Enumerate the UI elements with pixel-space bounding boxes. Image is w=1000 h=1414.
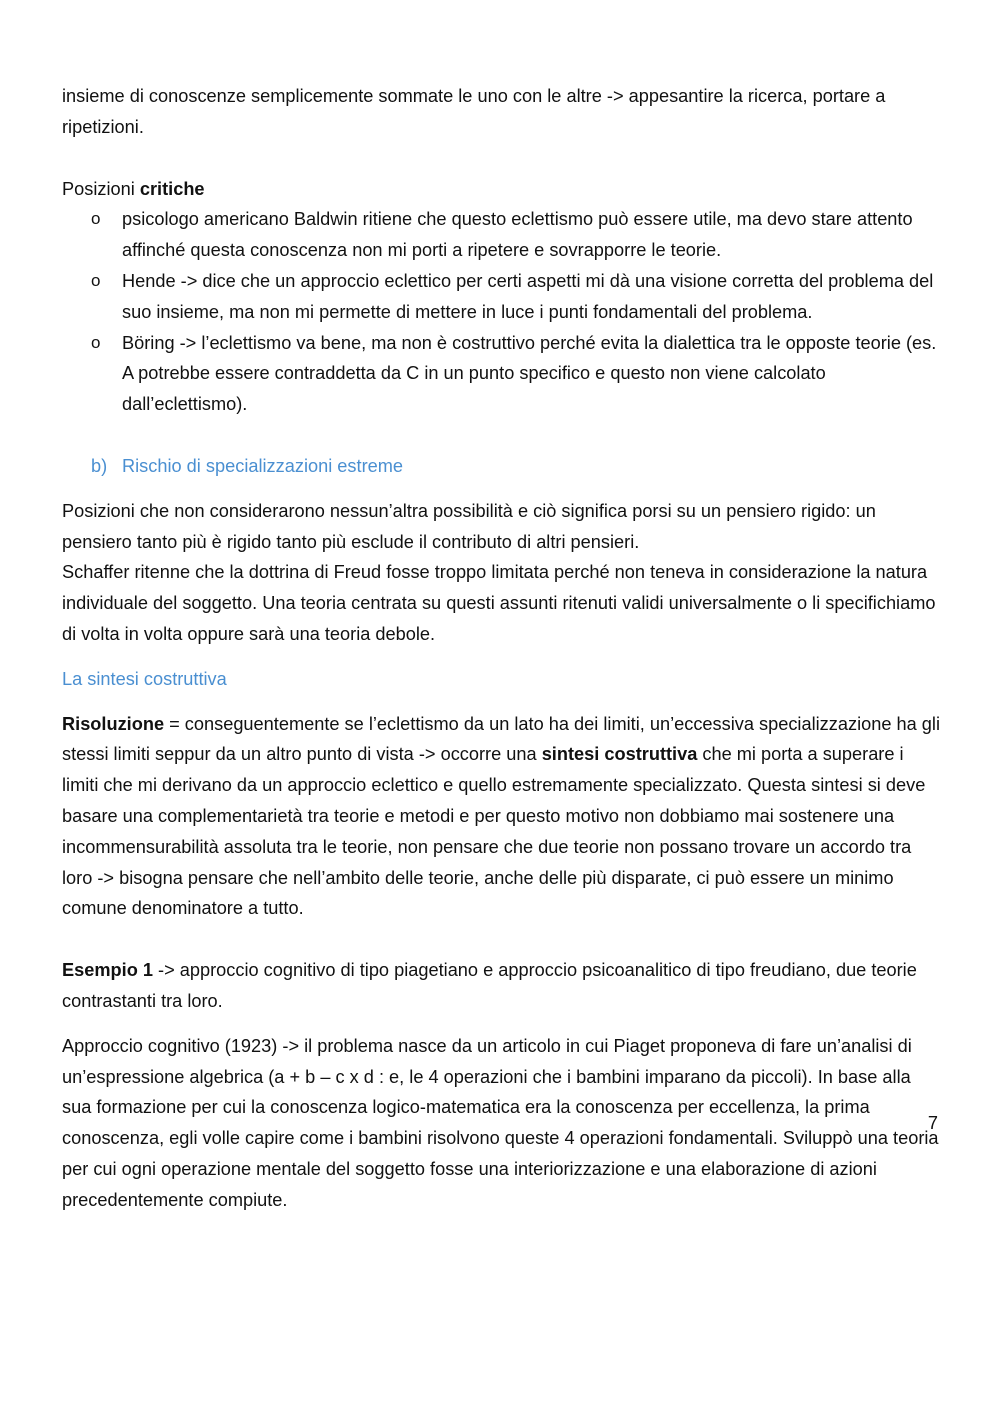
- list-item: [62, 328, 942, 420]
- bullet-icon: o: [91, 209, 101, 229]
- critiche-heading: [62, 174, 942, 205]
- sintesi-heading: La sintesi costruttiva: [62, 668, 227, 689]
- page-number: 7: [927, 1113, 938, 1133]
- list-item: [62, 266, 942, 328]
- risoluzione-term: Risoluzione: [62, 713, 165, 734]
- list-item-text: psicologo americano Baldwin ritiene che questo eclettismo può essere utile, ma devo stare attento affinché questa conoscenza non mi porti a ripetere e sovrapporre le teorie.: [122, 209, 913, 261]
- list-item: [62, 204, 942, 266]
- risoluzione-text-2: che mi porta a superare i limiti che mi derivano da un approccio eclettico e quello estremamente specializzato. Questa sintesi si deve basare una complementarietà tra teorie e metodi e per questo motivo non dobbiamo mai sostenere una incommensurabilità assoluta tra le teorie, non pensare che due teorie non possano trovare un accordo tra loro -> bisogna pensare che nell’ambito delle teorie, anche delle più disparate, ci può essere un minimo comune denominatore a tutto.: [62, 744, 926, 919]
- esempio-term: Esempio 1: [62, 960, 153, 981]
- document-page: [62, 81, 942, 1216]
- sintesi-term: sintesi costruttiva: [541, 744, 698, 765]
- intro-paragraph: insieme di conoscenze semplicemente sommate le uno con le altre -> appesantire la ricerca, portare a ripetizioni.: [62, 86, 886, 137]
- critiche-bold: critiche: [139, 178, 205, 199]
- list-item-text: Hende -> dice che un approccio eclettico per certi aspetti mi dà una visione corretta del problema del suo insieme, ma non mi permette di mettere in luce i punti fondamentali del problema.: [122, 270, 934, 322]
- esempio-paragraph: [62, 955, 942, 1017]
- bullet-icon: o: [91, 332, 101, 352]
- critiche-list: [62, 204, 942, 420]
- section-b-title: Rischio di specializzazioni estreme: [122, 455, 404, 476]
- posizioni-paragraph: Posizioni che non considerarono nessun’altra possibilità e ciò significa porsi su un pensiero rigido: un pensiero tanto più è rigido tanto più esclude il contributo di altri pensieri.: [62, 500, 876, 552]
- approccio-paragraph: Approccio cognitivo (1923) -> il problema nasce da un articolo in cui Piaget proponeva di fare un’analisi di un’espressione algebrica (a + b – c x d : e, le 4 operazioni che i bambini imparano da piccoli). In base alla sua formazione per cui la conoscenza logico-matematica era la conoscenza per eccellenza, la prima conoscenza, egli volle capire come i bambini risolvono queste 4 operazioni fondamentali. Sviluppò una teoria per cui ogni operazione mentale del soggetto fosse una interiorizzazione e una elaborazione di azioni precedentemente compiute.: [62, 1035, 939, 1210]
- list-item-text: Böring -> l’eclettismo va bene, ma non è costruttivo perché evita la dialettica tra le opposte teorie (es. A potrebbe essere contraddetta da C in un punto specifico e questo non viene calcolato dall’eclettismo).: [122, 332, 937, 415]
- section-b-marker: b): [91, 455, 108, 476]
- schaffer-paragraph: Schaffer ritenne che la dottrina di Freud fosse troppo limitata perché non teneva in considerazione la natura individuale del soggetto. Una teoria centrata su questi assunti ritenuti validi universalmente o li specifichiamo di volta in volta oppure sarà una teoria debole.: [62, 562, 936, 644]
- critiche-prefix: Posizioni: [62, 178, 140, 199]
- esempio-text: -> approccio cognitivo di tipo piagetiano e approccio psicoanalitico di tipo freudiano, due teorie contrastanti tra loro.: [62, 960, 917, 1011]
- risoluzione-paragraph: [62, 709, 942, 925]
- bullet-icon: o: [91, 270, 101, 290]
- risoluzione-text-1: = conseguentemente se l’eclettismo da un lato ha dei limiti, un’eccessiva specializzazione ha gli stessi limiti seppur da un altro punto di vista -> occorre una: [62, 713, 940, 765]
- section-b-heading: [62, 451, 942, 482]
